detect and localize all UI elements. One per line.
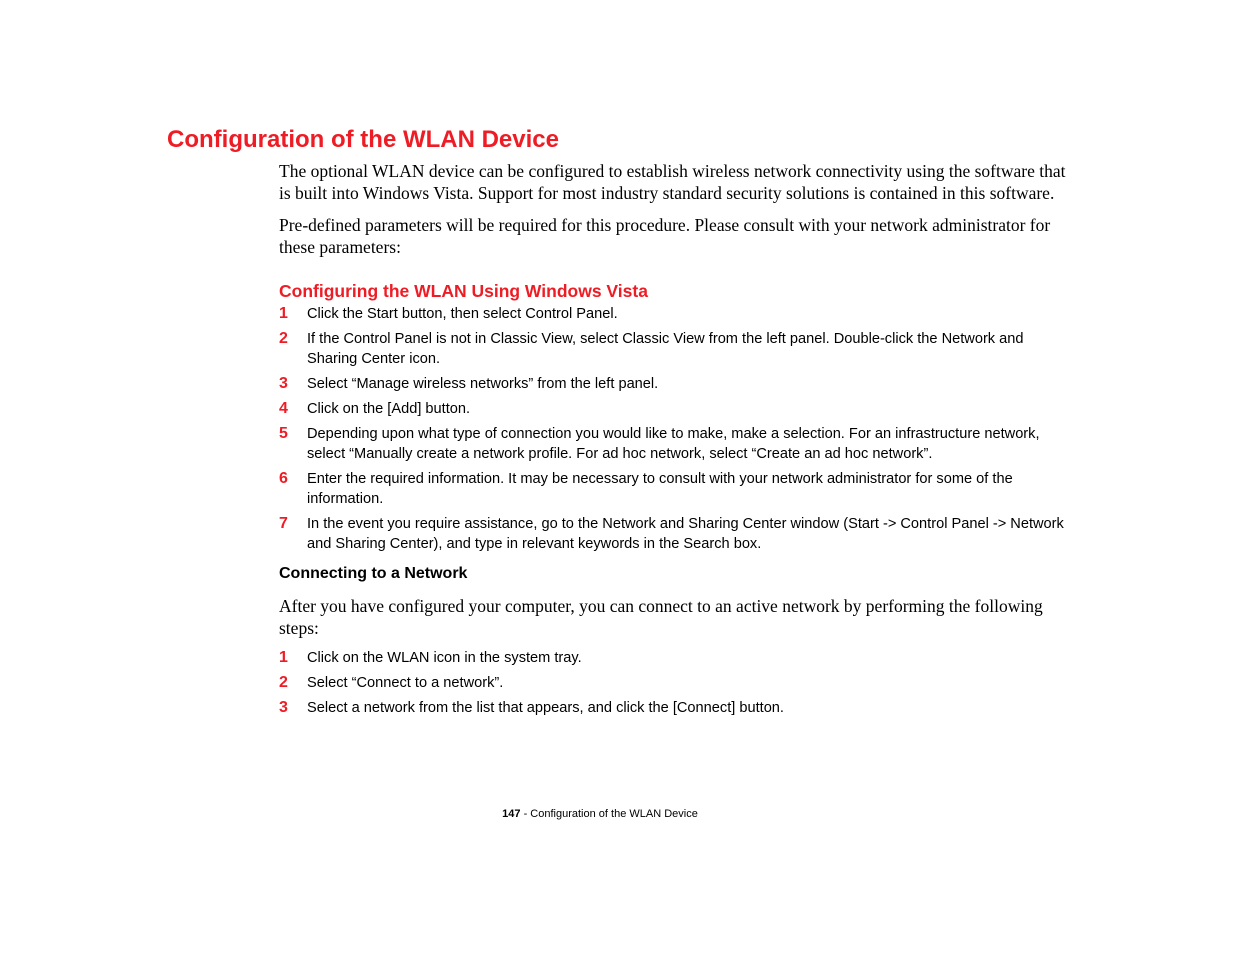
connect-steps-list: [279, 648, 1069, 718]
step-text: Select a network from the list that appears, and click the [Connect] button.: [307, 700, 784, 716]
list-item: [279, 648, 1069, 668]
step-text: Click the Start button, then select Control Panel.: [307, 306, 618, 322]
step-number: 7: [279, 515, 288, 532]
connect-paragraph: After you have configured your computer, you can connect to an active network by performing the following steps:: [279, 596, 1043, 638]
list-item: [279, 424, 1069, 464]
list-item: [279, 329, 1069, 369]
list-item: [279, 698, 1069, 718]
step-number: 1: [279, 305, 288, 322]
step-number: 6: [279, 470, 288, 487]
step-number: 5: [279, 425, 288, 442]
list-item: [279, 304, 1069, 324]
page-title: Configuration of the WLAN Device: [167, 126, 559, 153]
step-text: Select “Connect to a network”.: [307, 675, 504, 691]
list-item: [279, 399, 1069, 419]
step-number: 3: [279, 375, 288, 392]
step-number: 1: [279, 649, 288, 666]
intro-paragraph-1: The optional WLAN device can be configured to establish wireless network connectivity using the software that is built into Windows Vista. Support for most industry standard security solutions is contained in this software.: [279, 161, 1066, 203]
page-number: 147: [502, 808, 521, 820]
footer-section-title: Configuration of the WLAN Device: [530, 808, 698, 820]
step-text: If the Control Panel is not in Classic View, select Classic View from the left panel. Double-click the Network and Sharing Center icon.: [307, 331, 1024, 367]
list-item: [279, 469, 1069, 509]
step-text: Enter the required information. It may be necessary to consult with your network administrator for some of the information.: [307, 471, 1013, 507]
section-heading-vista: Configuring the WLAN Using Windows Vista: [279, 281, 648, 301]
step-text: Click on the [Add] button.: [307, 401, 471, 417]
step-text: Depending upon what type of connection you would like to make, make a selection. For an infrastructure network, select “Manually create a network profile. For ad hoc network, select “Create an ad hoc network”.: [307, 426, 1040, 462]
list-item: [279, 374, 1069, 394]
step-number: 3: [279, 699, 288, 716]
list-item: [279, 673, 1069, 693]
step-text: Select “Manage wireless networks” from the left panel.: [307, 376, 659, 392]
list-item: [279, 514, 1069, 554]
page-body: [279, 160, 1069, 723]
page-footer: [0, 806, 1200, 822]
section-heading-connect: Connecting to a Network: [279, 565, 468, 582]
footer-separator: -: [520, 808, 531, 820]
step-number: 4: [279, 400, 288, 417]
step-number: 2: [279, 674, 288, 691]
step-text: In the event you require assistance, go to the Network and Sharing Center window (Start -> Control Panel -> Network and Sharing Center), and type in relevant keywords in the Search box.: [307, 516, 1064, 552]
step-text: Click on the WLAN icon in the system tray.: [307, 650, 582, 666]
intro-paragraph-2: Pre-defined parameters will be required for this procedure. Please consult with your network administrator for these parameters:: [279, 215, 1051, 257]
step-number: 2: [279, 330, 288, 347]
vista-steps-list: [279, 304, 1069, 554]
